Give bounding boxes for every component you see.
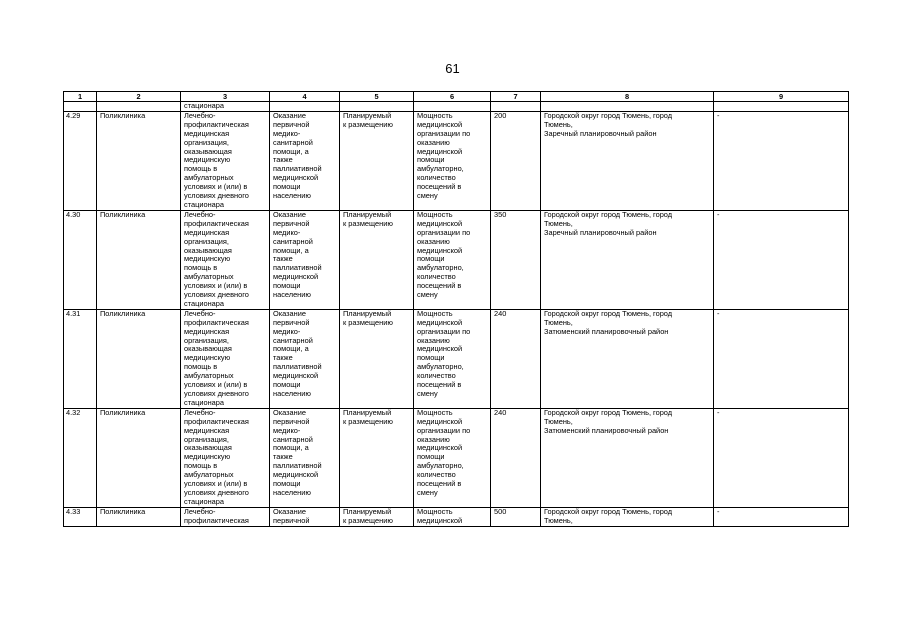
facility-status: Планируемый к размещению [340,111,414,210]
facility-value: 200 [491,111,541,210]
table-row [64,408,849,507]
row-number: 4.29 [64,111,97,210]
header-cell: 5 [340,92,414,102]
header-cell: 2 [97,92,181,102]
table-cell [97,102,181,112]
facility-purpose: Лечебно- профилактическая медицинская организация, оказывающая медицинскую помощь в амбулаторных условиях и (или) в условиях дневного стационара [181,210,270,309]
facility-value: 350 [491,210,541,309]
facility-function: Оказание первичной медико- санитарной помощи, а также паллиативной медицинской помощи населению [270,210,340,309]
header-cell: 3 [181,92,270,102]
continuation-row [64,102,849,112]
facility-characteristic: Мощность медицинской [414,507,491,526]
row-number: 4.32 [64,408,97,507]
table-row [64,210,849,309]
header-cell: 8 [541,92,714,102]
table-row [64,309,849,408]
facility-characteristic: Мощность медицинской организации по оказанию медицинской помощи амбулаторно, количество посещений в смену [414,111,491,210]
facility-status: Планируемый к размещению [340,507,414,526]
table-cell [714,102,849,112]
facility-function: Оказание первичной медико- санитарной помощи, а также паллиативной медицинской помощи населению [270,408,340,507]
table-cell: стационара [181,102,270,112]
facility-purpose: Лечебно- профилактическая [181,507,270,526]
row-number: 4.31 [64,309,97,408]
facility-function: Оказание первичной медико- санитарной помощи, а также паллиативной медицинской помощи населению [270,309,340,408]
facility-characteristic: Мощность медицинской организации по оказанию медицинской помощи амбулаторно, количество посещений в смену [414,210,491,309]
facility-purpose: Лечебно- профилактическая медицинская организация, оказывающая медицинскую помощь в амбулаторных условиях и (или) в условиях дневного стационара [181,111,270,210]
header-cell: 1 [64,92,97,102]
header-cell: 7 [491,92,541,102]
facility-status: Планируемый к размещению [340,210,414,309]
facility-characteristic: Мощность медицинской организации по оказанию медицинской помощи амбулаторно, количество посещений в смену [414,408,491,507]
facility-location: Городской округ город Тюмень, город Тюмень, Заречный планировочный район [541,210,714,309]
facility-function: Оказание первичной медико- санитарной помощи, а также паллиативной медицинской помощи населению [270,111,340,210]
table-row [64,111,849,210]
facility-value: 500 [491,507,541,526]
facility-characteristic: Мощность медицинской организации по оказанию медицинской помощи амбулаторно, количество посещений в смену [414,309,491,408]
facility-type: Поликлиника [97,111,181,210]
facility-location: Городской округ город Тюмень, город Тюмень, Заречный планировочный район [541,111,714,210]
table-cell [64,102,97,112]
header-cell: 6 [414,92,491,102]
facility-zone: - [714,408,849,507]
facility-zone: - [714,111,849,210]
facility-zone: - [714,507,849,526]
facility-location: Городской округ город Тюмень, город Тюмень, Затюменский планировочный район [541,408,714,507]
facility-location: Городской округ город Тюмень, город Тюмень, [541,507,714,526]
header-row [64,92,849,102]
table-cell [491,102,541,112]
facility-zone: - [714,309,849,408]
facility-purpose: Лечебно- профилактическая медицинская организация, оказывающая медицинскую помощь в амбулаторных условиях и (или) в условиях дневного стационара [181,309,270,408]
table-cell [270,102,340,112]
table-cell [541,102,714,112]
table-cell [414,102,491,112]
row-number: 4.30 [64,210,97,309]
facility-zone: - [714,210,849,309]
facility-status: Планируемый к размещению [340,408,414,507]
header-cell: 4 [270,92,340,102]
table-cell [340,102,414,112]
facility-type: Поликлиника [97,408,181,507]
facility-type: Поликлиника [97,507,181,526]
facility-status: Планируемый к размещению [340,309,414,408]
facility-type: Поликлиника [97,210,181,309]
table-row [64,507,849,526]
row-number: 4.33 [64,507,97,526]
facilities-table [63,91,849,527]
facility-value: 240 [491,309,541,408]
facility-location: Городской округ город Тюмень, город Тюмень, Затюменский планировочный район [541,309,714,408]
header-cell: 9 [714,92,849,102]
facility-value: 240 [491,408,541,507]
page-number: 61 [445,61,460,76]
facility-type: Поликлиника [97,309,181,408]
facility-purpose: Лечебно- профилактическая медицинская организация, оказывающая медицинскую помощь в амбулаторных условиях и (или) в условиях дневного стационара [181,408,270,507]
facility-function: Оказание первичной [270,507,340,526]
